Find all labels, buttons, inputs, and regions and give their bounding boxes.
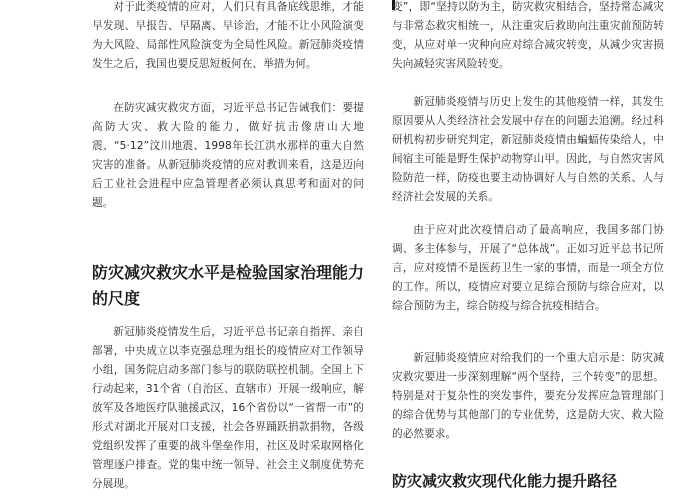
left-section-heading: 防灾减灾救灾水平是检验国家治理能力的尺度: [92, 263, 364, 308]
right-paragraph-1: 新冠肺炎疫情与历史上发生的其他疫情一样，其发生原因要从人类经济社会发展中存在的问题去追溯。经过科研机构初步研究判定，新冠肺炎疫情由蝙蝠传染给人，中间宿主可能是野生保护动物穿山甲。因此，与自然灾害风险防范一样，防疫也要主动协调好人与自然的关系、人与经济社会发展的关系。: [392, 96, 664, 203]
left-paragraph-3: 新冠肺炎疫情发生后，习近平总书记亲自指挥、亲自部署，中央成立以李克强总理为组长的疫情应对工作领导小组，国务院启动多部门参与的联防联控机制。全国上下行动起来，31个省（自治区、直辖市）开展一级响应，解放军及各地医疗队驰援武汉，16个省份以“一省帮一市”的形式对湖北开展对口支援，社会各界踊跃捐款捐物，各级党组织发挥了重要的战斗堡垒作用，社区及时采取网格化管理逐户排查。党的集中统一领导、社会主义制度优势充分展现。: [92, 326, 364, 490]
right-column: [392, 0, 664, 500]
right-section-heading: 防灾减灾救灾现代化能力提升路径: [392, 472, 618, 490]
left-column: [92, 0, 364, 500]
right-paragraph-3: 新冠肺炎疫情应对给我们的一个重大启示是：防灾减灾救灾要进一步深刻理解“两个坚持，三个转变”的思想。特别是对于复杂性的突发事件，要充分发挥应急管理部门的综合优势与其他部门的专业优势，这是防大灾、救大险的必然要求。: [392, 352, 664, 440]
right-top-fragment: 变”，即“坚持以防为主，防灾救灾相结合，坚持常态减灾与非常态救灾相统一，从注重灾后救助向注重灾前预防转变，从应对单一灾种向应对综合减灾转变，从减少灾害损失向减轻灾害风险转变。: [392, 1, 664, 70]
left-paragraph-2: 在防灾减灾救灾方面，习近平总书记告诫我们：要提高防大灾、救大险的能力，做好抗击像唐山大地震、“5·12”汶川地震、1998年长江洪水那样的重大自然灾害的准备。从新冠肺炎疫情的应对教训来看，这是迈向后工业社会进程中应急管理者必须认真思考和面对的问题。: [92, 102, 364, 209]
left-paragraph-1: 对于此类疫情的应对，人们只有具备底线思维，才能早发现、早报告、早隔离、早诊治，才能不让小风险演变为大风险、局部性风险演变为全局性风险。新冠肺炎疫情发生之后，我国也要反思短板何在、举措为何。: [92, 1, 364, 70]
right-paragraph-2: 由于应对此次疫情启动了最高响应，我国多部门协调、多主体参与，开展了“总体战”。正如习近平总书记所言，应对疫情不是医药卫生一家的事情，而是一项全方位的工作。所以，疫情应对要立足综合预防与综合应对，以综合预防为主，综合防疫与综合抗疫相结合。: [392, 224, 664, 312]
